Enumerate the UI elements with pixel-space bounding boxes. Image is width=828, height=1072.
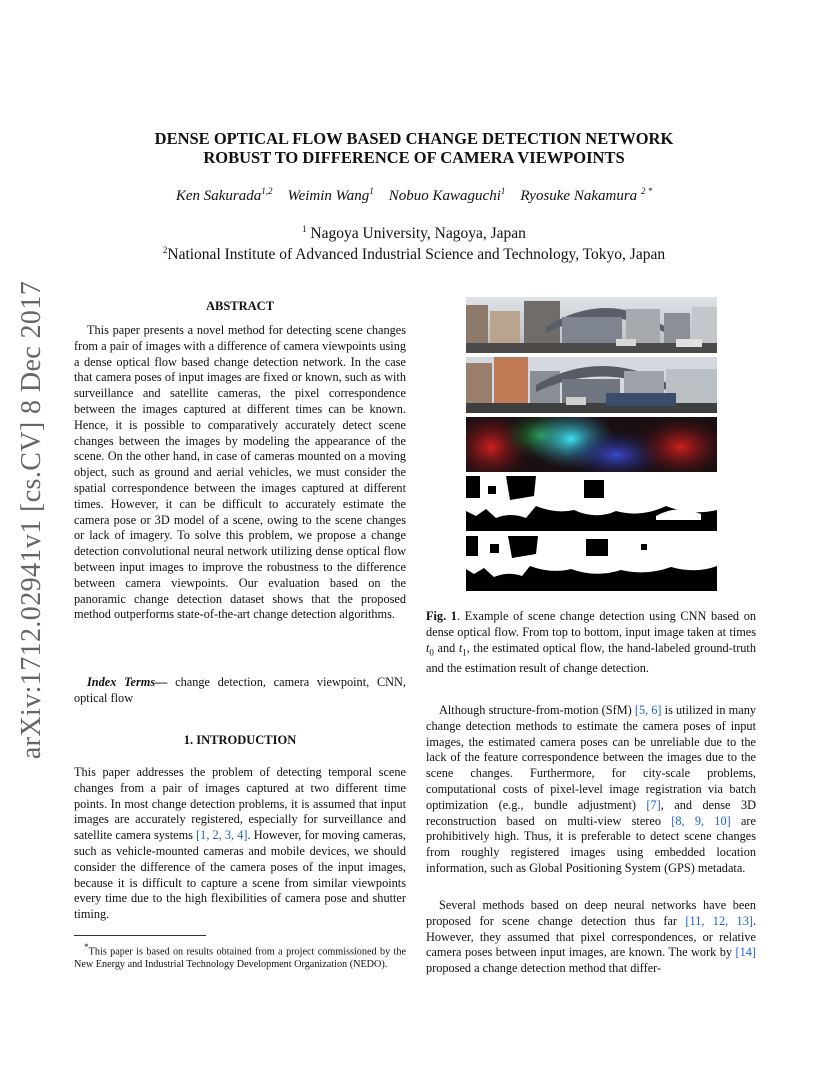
citation-link[interactable]: [14] <box>735 945 756 960</box>
body-paragraph-2 <box>426 898 756 977</box>
affiliation-1 <box>0 224 828 243</box>
affiliation-mark: 1 <box>302 224 307 234</box>
figure-ground-truth <box>466 476 717 531</box>
figure-caption <box>426 609 756 677</box>
arxiv-identifier: arXiv:1712.02941v1 [cs.CV] 8 Dec 2017 <box>16 280 47 760</box>
figure-optical-flow <box>466 417 717 472</box>
body-text: . However, they assumed that pixel correspondences, or relative camera poses between input images, are known. The work by <box>426 913 757 960</box>
affiliation-2 <box>0 245 828 264</box>
figure-image-t0 <box>466 297 717 353</box>
body-text: Several methods based on deep neural networks have been proposed for scene change detection thus far <box>426 898 756 928</box>
body-paragraph-1 <box>426 703 756 877</box>
body-text: proposed a change detection method that differ- <box>426 961 662 976</box>
caption-text: . Example of scene change detection using CNN based on dense optical flow. From top to bottom, input image taken at times <box>426 609 757 639</box>
intro-paragraph <box>74 765 406 923</box>
index-terms-label: Index Terms— <box>87 675 168 689</box>
caption-math: t <box>458 640 463 655</box>
figure-image-t1 <box>466 357 717 413</box>
footnote-text: This paper is based on results obtained from a project commissioned by the New Energy and Industrial Technology Development Organization (NEDO). <box>74 946 406 970</box>
author-affiliation-mark: 1,2 <box>261 186 273 196</box>
body-text: is utilized in many change detection methods to estimate the camera poses of input images, the estimated camera poses can be unreliable due to the lack of the feature correspondence between the images due to the scene changes. Furthermore, for city-scale problems, computational costs of pixel-level image registration via batch optimization (e.g., bundle adjustment) <box>426 703 756 812</box>
caption-math-subscript: 1 <box>462 647 467 658</box>
index-terms <box>74 675 406 707</box>
intro-text: This paper addresses the problem of detecting temporal scene changes from a pair of images captured at two different time points. In most change detection problems, it is assumed that input images are accurately registered, especially for surveillance and satellite camera systems <box>74 765 406 843</box>
author-name: Ken Sakurada <box>175 188 262 204</box>
author-list <box>0 186 828 205</box>
title-line-2: ROBUST TO DIFFERENCE OF CAMERA VIEWPOINTS <box>203 148 625 167</box>
figure-label: Fig. 1 <box>426 609 457 623</box>
author-name: Weimin Wang <box>287 188 370 204</box>
author-name: Nobuo Kawaguchi <box>388 188 501 204</box>
body-text: , and dense 3D reconstruction based on multi-view stereo <box>426 797 756 828</box>
section-heading-introduction: 1. INTRODUCTION <box>183 733 297 747</box>
footnote-divider <box>74 935 206 936</box>
citation-link[interactable]: [8, 9, 10] <box>671 813 731 828</box>
caption-math-subscript: 0 <box>429 647 434 658</box>
citation-link[interactable]: [1, 2, 3, 4] <box>196 828 248 843</box>
body-text: are prohibitively high. Thus, it is preferable to detect scene changes from roughly registered images using embedded location information, such as Global Positioning System (GPS) metadata. <box>426 813 756 875</box>
caption-text: , the estimated optical flow, the hand-labeled ground-truth and the estimation result of change detection. <box>426 640 757 675</box>
index-terms-text: change detection, camera viewpoint, CNN, optical flow <box>74 675 406 705</box>
affiliation-text: National Institute of Advanced Industrial Science and Technology, Tokyo, Japan <box>167 246 666 264</box>
abstract-text: This paper presents a novel method for detecting scene changes from a pair of images with a difference of camera viewpoints using a dense optical flow based change detection network. In the case that camera poses of input images are fixed or known, such as with surveillance and satellite cameras, the pixel correspondence between the images captured at different times can be known. Hence, it is possible to comparatively accurately detect scene changes between the images by modeling the appearance of the scene. On the other hand, in case of cameras mounted on a moving object, such as ground and aerial vehicles, we must consider the spatial correspondence between the images captured at different times. However, it can be difficult to accurately estimate the camera pose or 3D model of a scene, owing to the scene changes or lack of imagery. To solve this problem, we propose a change detection convolutional neural network utilizing dense optical flow between input images to improve the robustness to the difference between camera viewpoints. Our evaluation based on the panoramic change detection dataset shows that the proposed method outperforms state-of-the-art change detection algorithms. <box>74 323 406 622</box>
body-text: Although structure-from-motion (SfM) <box>439 703 635 717</box>
intro-text: . However, for moving cameras, such as vehicle-mounted cameras and mobile devices, we should consider the difference of the camera poses of the input images, because it is difficult to capture a scene from similar viewpoints every time due to the high flexibilities of camera pose and shutter timing. <box>74 828 406 922</box>
caption-text: and <box>433 640 459 655</box>
paper-title <box>0 129 828 167</box>
figure-estimation-result <box>466 536 717 591</box>
affiliation-mark: 2 <box>162 245 168 255</box>
author-name: Ryosuke Nakamura <box>520 188 638 204</box>
abstract-heading: ABSTRACT <box>205 299 275 313</box>
footnote-mark: * <box>84 942 89 952</box>
title-line-1: DENSE OPTICAL FLOW BASED CHANGE DETECTION NETWORK <box>154 129 674 148</box>
citation-link[interactable]: [5, 6] <box>634 703 662 717</box>
affiliation-text: Nagoya University, Nagoya, Japan <box>306 225 526 243</box>
footnote <box>74 941 406 971</box>
citation-link[interactable]: [7] <box>646 797 661 812</box>
author-affiliation-mark: 2 * <box>640 186 653 196</box>
caption-math: t <box>426 640 430 655</box>
author-affiliation-mark: 1 <box>369 186 374 196</box>
author-affiliation-mark: 1 <box>500 186 506 196</box>
citation-link[interactable]: [11, 12, 13] <box>685 913 753 928</box>
